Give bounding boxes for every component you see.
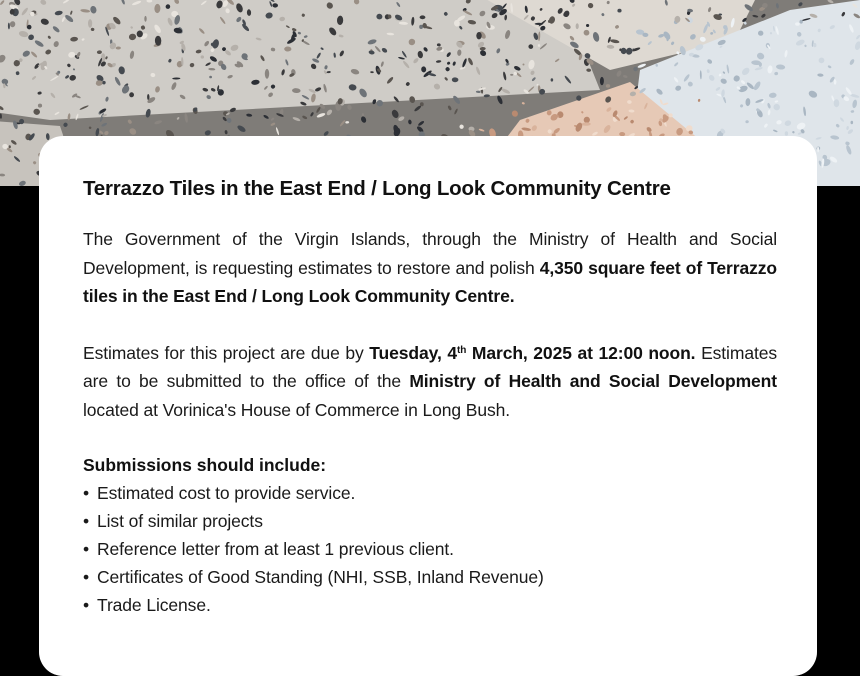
intro-bold-scope: 4,350 square feet of Terrazzo tiles in the East End / Long Look Community Centre. — [83, 257, 777, 306]
list-item — [83, 563, 777, 591]
speckle — [265, 69, 269, 79]
deadline-date — [369, 343, 695, 363]
speckle — [88, 19, 92, 28]
notice-title: Terrazzo Tiles in the East End / Long Look Community Centre — [83, 177, 671, 200]
deadline-lead-text: Estimates for this project are due by — [83, 342, 370, 363]
bullet-icon: • — [83, 539, 90, 559]
speckle — [419, 25, 423, 29]
list-item-text: Trade License. — [97, 595, 211, 615]
deadline-ordinal: th — [457, 344, 467, 356]
list-item-text: Certificates of Good Standing (NHI, SSB, Inland Revenue) — [97, 567, 544, 587]
list-item — [83, 507, 777, 535]
intro-paragraph — [83, 225, 777, 311]
notice-card — [39, 136, 817, 676]
submission-text: Estimates are to be submitted to the office of the — [83, 342, 778, 391]
speckle — [535, 23, 544, 25]
list-item-text: Reference letter from at least 1 previous client. — [97, 539, 454, 559]
speckle — [144, 16, 146, 22]
list-item — [83, 535, 777, 563]
bullet-icon: • — [83, 483, 90, 503]
list-item-text: List of similar projects — [97, 511, 263, 531]
ministry-name: Ministry of Health and Social Development — [409, 371, 777, 391]
deadline-paragraph — [83, 339, 777, 425]
list-item — [83, 591, 777, 619]
bullet-icon: • — [83, 511, 90, 531]
submissions-list — [83, 479, 777, 619]
deadline-time: March, 2025 at 12:00 noon. — [466, 342, 696, 363]
submissions-heading: Submissions should include: — [83, 455, 327, 475]
speckle — [420, 15, 426, 19]
intro-text: The Government of the Virgin Islands, through the Ministry of Health and Social Development, is requesting estimates to restore and polish — [83, 229, 777, 278]
list-item — [83, 479, 777, 507]
bullet-icon: • — [83, 567, 90, 587]
bullet-icon: • — [83, 595, 90, 615]
deadline-day: Tuesday, 4 — [369, 342, 457, 363]
list-item-text: Estimated cost to provide service. — [97, 483, 356, 503]
speckle — [834, 99, 840, 107]
location-text: located at Vorinica's House of Commerce in Long Bush. — [83, 399, 511, 420]
